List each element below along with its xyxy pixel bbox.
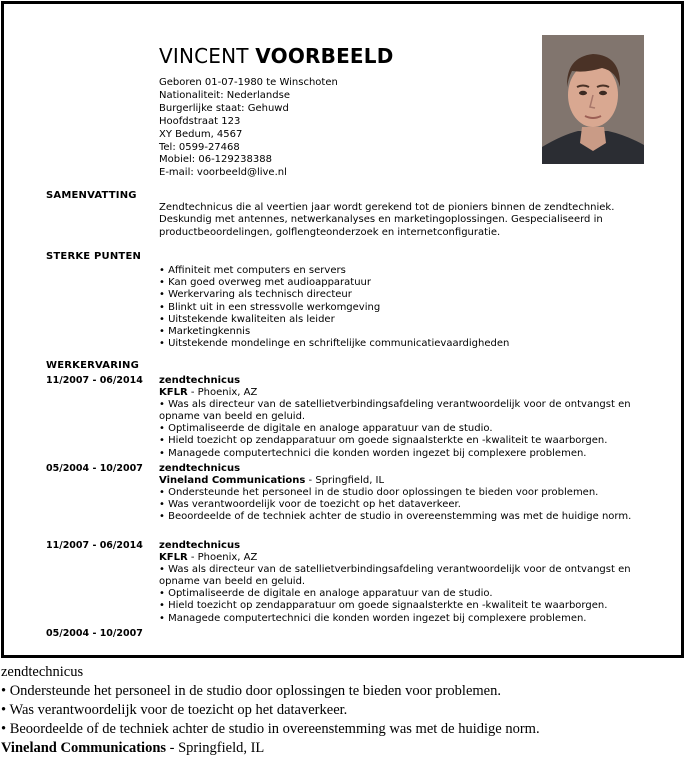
strength-item: • Uitstekende kwaliteiten als leider [159,313,335,325]
job-employer: Vineland Communications [159,475,306,487]
overflow-duty: • Ondersteunde het personeel in de studio door oplossingen te bieden voor problemen. [1,683,501,699]
job-duty: • Managede computertechnici die konden worden ingezet bij complexere problemen. [159,612,587,624]
overflow-employer-line [1,739,540,758]
job-date: 05/2004 - 10/2007 [46,463,143,474]
job-duty: • Ondersteunde het personeel in de studio door oplossingen te bieden voor problemen. [159,487,599,499]
job-entry [159,463,659,523]
info-line: XY Bedum, 4567 [159,128,243,140]
first-name: VINCENT [159,44,249,68]
job-role: zendtechnicus [159,540,241,551]
strength-item: • Marketingkennis [159,326,251,338]
job-entry [159,375,659,460]
job-location: - Phoenix, AZ [187,552,258,564]
strength-item: • Kan goed overweg met audioapparatuur [159,277,372,289]
job-duty: • Was als directeur van de satellietverbindingsafdeling verantwoordelijk voor de ontvangst en opname van beeld en geluid. [159,399,631,423]
overflow-location: - Springfield, IL [166,740,265,756]
job-employer-line [159,475,659,487]
overflow-employer: Vineland Communications [1,740,167,756]
strength-item: • Affiniteit met computers en servers [159,265,346,276]
overflow-duty: • Was verantwoordelijk voor de toezicht op het dataverkeer. [1,702,348,718]
job-date: 05/2004 - 10/2007 [46,628,143,639]
job-location: - Springfield, IL [305,475,385,487]
job-duty: • Optimaliseerde de digitale en analoge apparatuur van de studio. [159,588,493,600]
last-name: VOORBEELD [255,44,394,68]
strength-item: • Uitstekende mondelinge en schriftelijke communicatievaardigheden [159,338,510,350]
job-date: 11/2007 - 06/2014 [46,540,143,551]
job-location: - Phoenix, AZ [187,387,258,399]
job-date: 11/2007 - 06/2014 [46,375,143,386]
job-employer: KFLR [159,552,188,564]
experience-heading: WERKERVARING [46,360,140,371]
job-duty: • Hield toezicht op zendapparatuur om goede signaalsterkte en -kwaliteit te waarborgen. [159,435,608,447]
job-duty: • Optimaliseerde de digitale en analoge apparatuur van de studio. [159,423,493,435]
job-entry [159,540,659,625]
overflow-role: zendtechnicus [1,664,84,680]
summary-heading: SAMENVATTING [46,190,137,201]
job-duty: • Was verantwoordelijk voor de toezicht op het dataverkeer. [159,499,461,511]
overflow-duty: • Beoordeelde of de techniek achter de studio in overeenstemming was met de huidige norm. [1,721,540,737]
job-role: zendtechnicus [159,463,241,474]
info-line: Tel: 0599-27468 [159,141,240,153]
strengths-list [159,265,509,350]
job-employer-line [159,552,659,564]
strengths-heading: STERKE PUNTEN [46,251,142,262]
job-role: zendtechnicus [159,375,241,386]
job-duty: • Was als directeur van de satellietverbindingsafdeling verantwoordelijk voor de ontvangst en opname van beeld en geluid. [159,564,631,588]
info-line: Geboren 01-07-1980 te Winschoten [159,77,338,88]
summary-text: Zendtechnicus die al veertien jaar wordt gerekend tot de pioniers binnen de zendtechniek. Deskundig met antennes, netwerkanalyses en marketingoplossingen. Gespecialiseerd in productbeoordelingen, golflengteonderzoek en internetconfiguratie. [159,202,615,238]
info-line: E-mail: voorbeeld@live.nl [159,167,287,179]
job-duty: • Beoordeelde of de techniek achter de studio in overeenstemming was met de huidige norm. [159,511,632,523]
overflow-content [1,663,540,758]
candidate-name [159,44,394,68]
job-duty: • Hield toezicht op zendapparatuur om goede signaalsterkte en -kwaliteit te waarborgen. [159,600,608,612]
strength-item: • Werkervaring als technisch directeur [159,289,352,301]
profile-photo [542,35,644,164]
personal-info [159,77,338,180]
strength-item: • Blinkt uit in een stressvolle werkomgeving [159,301,381,313]
info-line: Nationaliteit: Nederlandse [159,89,290,101]
info-line: Mobiel: 06-129238388 [159,154,272,166]
info-line: Hoofdstraat 123 [159,115,241,127]
job-duty: • Managede computertechnici die konden worden ingezet bij complexere problemen. [159,447,587,459]
job-employer-line [159,387,659,399]
info-line: Burgerlijke staat: Gehuwd [159,102,289,114]
job-employer: KFLR [159,387,188,399]
